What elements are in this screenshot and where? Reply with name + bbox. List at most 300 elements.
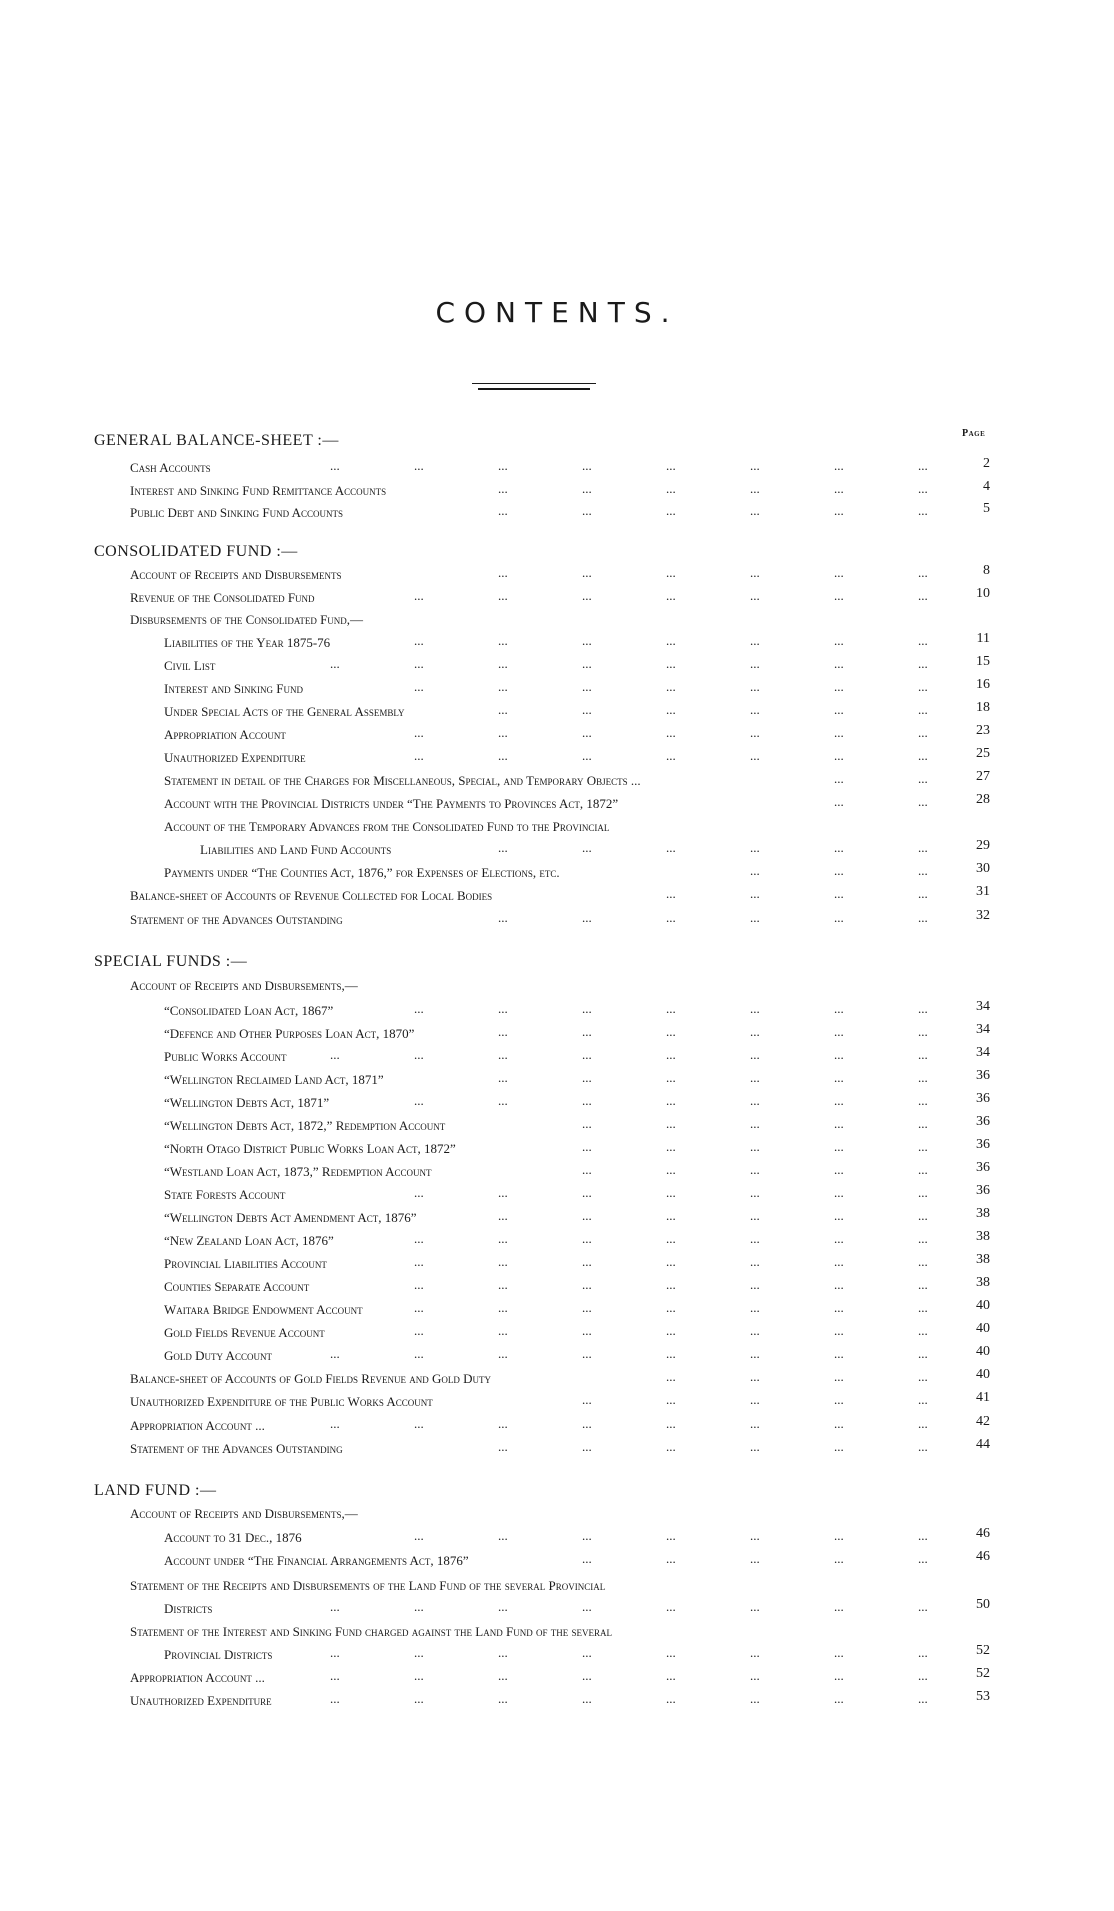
leader-dots: ... [750, 1392, 760, 1407]
leader-dots: ... [834, 679, 844, 694]
leader-dots: ... [918, 1645, 928, 1660]
leader-dots: ... [918, 1047, 928, 1062]
leader-dots: ... [582, 748, 592, 763]
toc-entry [0, 1137, 1114, 1163]
leader-dots: ... [666, 1668, 676, 1683]
leader-dots: ... [750, 1668, 760, 1683]
leader-dots: ... [834, 1645, 844, 1660]
leader-dots: ... [414, 1185, 424, 1200]
leader-dots: ... [414, 1001, 424, 1016]
leader-dots: ... [582, 1208, 592, 1223]
leader-dots: ... [918, 748, 928, 763]
leader-dots: ... [498, 1208, 508, 1223]
toc-entry-page-number: 41 [976, 1390, 990, 1405]
leader-dots: ... [582, 1645, 592, 1660]
leader-dots: ... [918, 886, 928, 901]
leader-dots: ... [750, 1116, 760, 1131]
toc-entry-page-number: 8 [983, 563, 990, 578]
leader-dots: ... [750, 1300, 760, 1315]
leader-dots: ... [918, 656, 928, 671]
leader-dots: ... [666, 679, 676, 694]
toc-entry [0, 1298, 1114, 1324]
toc-entry-page-number: 40 [976, 1367, 990, 1382]
leader-dots: ... [918, 1139, 928, 1154]
toc-entry-label: “New Zealand Loan Act, 1876” [164, 1233, 334, 1248]
leader-dots: ... [834, 863, 844, 878]
toc-entry-page-number: 4 [983, 479, 990, 494]
toc-entry [0, 1526, 1114, 1552]
toc-entry [0, 723, 1114, 749]
leader-dots: ... [666, 1047, 676, 1062]
toc-entry-label: “Wellington Debts Act, 1872,” Redemption Account [164, 1118, 446, 1133]
leader-dots: ... [750, 1416, 760, 1431]
toc-entry-page-number: 31 [976, 884, 990, 899]
leader-dots: ... [918, 1346, 928, 1361]
toc-entry [0, 1275, 1114, 1301]
leader-dots: ... [666, 481, 676, 496]
toc-entry [0, 1114, 1114, 1140]
toc-entry-label: Statement of the Advances Outstanding [130, 912, 343, 927]
leader-dots: ... [750, 1369, 760, 1384]
leader-dots: ... [834, 840, 844, 855]
leader-dots: ... [330, 1645, 340, 1660]
leader-dots: ... [666, 1645, 676, 1660]
leader-dots: ... [498, 633, 508, 648]
toc-entry-page-number: 52 [976, 1666, 990, 1681]
page-column-heading: Page [962, 428, 986, 439]
leader-dots: ... [414, 458, 424, 473]
leader-dots: ... [834, 771, 844, 786]
leader-dots: ... [414, 1047, 424, 1062]
leader-dots: ... [750, 633, 760, 648]
leader-dots: ... [666, 1070, 676, 1085]
leader-dots: ... [414, 748, 424, 763]
leader-dots: ... [498, 1528, 508, 1543]
leader-dots: ... [750, 1551, 760, 1566]
leader-dots: ... [750, 503, 760, 518]
toc-entry-page-number: 40 [976, 1298, 990, 1313]
toc-entry-label: Unauthorized Expenditure [130, 1693, 272, 1708]
toc-entry [0, 1321, 1114, 1347]
leader-dots: ... [918, 1185, 928, 1200]
toc-entry [0, 861, 1114, 887]
toc-entry [0, 1390, 1114, 1416]
toc-entry [0, 501, 1114, 527]
leader-dots: ... [666, 656, 676, 671]
leader-dots: ... [666, 1254, 676, 1269]
leader-dots: ... [582, 588, 592, 603]
leader-dots: ... [666, 1116, 676, 1131]
leader-dots: ... [666, 1528, 676, 1543]
leader-dots: ... [666, 840, 676, 855]
toc-entry-page-number: 11 [976, 631, 990, 646]
toc-entry-page-number: 27 [976, 769, 990, 784]
toc-entry-label: Account of Receipts and Disbursements,— [130, 978, 358, 993]
leader-dots: ... [834, 1185, 844, 1200]
toc-entry [0, 1549, 1114, 1575]
toc-entry-page-number: 53 [976, 1689, 990, 1704]
leader-dots: ... [582, 1231, 592, 1246]
toc-entry [0, 1183, 1114, 1209]
leader-dots: ... [498, 458, 508, 473]
toc-entry-page-number: 32 [976, 908, 990, 923]
leader-dots: ... [918, 1416, 928, 1431]
toc-entry-page-number: 34 [976, 1045, 990, 1060]
page-title: CONTENTS. [435, 296, 679, 329]
toc-entry [0, 1643, 1114, 1669]
toc-entry-page-number: 29 [976, 838, 990, 853]
toc-entry-label: Revenue of the Consolidated Fund [130, 590, 315, 605]
leader-dots: ... [498, 1599, 508, 1614]
leader-dots: ... [918, 1300, 928, 1315]
toc-entry-page-number: 46 [976, 1526, 990, 1541]
leader-dots: ... [750, 1001, 760, 1016]
toc-entry-page-number: 23 [976, 723, 990, 738]
leader-dots: ... [414, 679, 424, 694]
leader-dots: ... [918, 588, 928, 603]
leader-dots: ... [834, 633, 844, 648]
toc-entry [0, 999, 1114, 1025]
toc-entry-page-number: 15 [976, 654, 990, 669]
toc-entry [0, 1229, 1114, 1255]
toc-entry-page-number: 36 [976, 1091, 990, 1106]
leader-dots: ... [498, 1185, 508, 1200]
leader-dots: ... [750, 565, 760, 580]
leader-dots: ... [834, 1528, 844, 1543]
leader-dots: ... [666, 1346, 676, 1361]
title-rule-thin [472, 383, 596, 384]
leader-dots: ... [918, 458, 928, 473]
toc-entry [0, 1252, 1114, 1278]
toc-entry [0, 746, 1114, 772]
leader-dots: ... [834, 1116, 844, 1131]
section-heading: LAND FUND :— [94, 1482, 217, 1499]
leader-dots: ... [750, 458, 760, 473]
toc-entry-page-number: 2 [983, 456, 990, 471]
leader-dots: ... [582, 1668, 592, 1683]
leader-dots: ... [666, 1185, 676, 1200]
leader-dots: ... [498, 1024, 508, 1039]
leader-dots: ... [498, 503, 508, 518]
toc-entry [0, 1666, 1114, 1692]
toc-entry [0, 586, 1114, 612]
leader-dots: ... [582, 1024, 592, 1039]
leader-dots: ... [666, 633, 676, 648]
leader-dots: ... [918, 725, 928, 740]
leader-dots: ... [498, 725, 508, 740]
leader-dots: ... [750, 1277, 760, 1292]
leader-dots: ... [750, 1528, 760, 1543]
toc-entry-page-number: 38 [976, 1206, 990, 1221]
leader-dots: ... [750, 1093, 760, 1108]
leader-dots: ... [750, 1024, 760, 1039]
leader-dots: ... [498, 1416, 508, 1431]
title-rule-thick [478, 388, 590, 390]
toc-entry-label: Statement of the Advances Outstanding [130, 1441, 343, 1456]
toc-entry-label: Under Special Acts of the General Assembly [164, 704, 405, 719]
toc-entry [0, 1689, 1114, 1715]
toc-entry [0, 884, 1114, 910]
toc-entry [0, 838, 1114, 864]
leader-dots: ... [582, 1185, 592, 1200]
toc-entry-page-number: 40 [976, 1321, 990, 1336]
toc-entry-label: Gold Fields Revenue Account [164, 1325, 325, 1340]
toc-entry-page-number: 44 [976, 1437, 990, 1452]
toc-entry-label: Statement of the Interest and Sinking Fund charged against the Land Fund of the several [130, 1624, 612, 1639]
toc-entry-label: Payments under “The Counties Act, 1876,” for Expenses of Elections, etc. [164, 865, 560, 880]
leader-dots: ... [750, 748, 760, 763]
toc-entry-label: Cash Accounts [130, 460, 211, 475]
toc-entry-label: Waitara Bridge Endowment Account [164, 1302, 363, 1317]
toc-entry-label: Public Works Account [164, 1049, 287, 1064]
leader-dots: ... [918, 1001, 928, 1016]
toc-entry-label: “Consolidated Loan Act, 1867” [164, 1003, 334, 1018]
leader-dots: ... [750, 840, 760, 855]
leader-dots: ... [498, 565, 508, 580]
toc-entry [0, 1597, 1114, 1623]
toc-entry [0, 1344, 1114, 1370]
toc-entry [0, 1506, 1114, 1528]
leader-dots: ... [582, 503, 592, 518]
toc-entry-label: Balance-sheet of Accounts of Gold Fields Revenue and Gold Duty [130, 1371, 491, 1386]
leader-dots: ... [582, 1528, 592, 1543]
leader-dots: ... [414, 1323, 424, 1338]
leader-dots: ... [582, 1116, 592, 1131]
toc-entry [0, 978, 1114, 1000]
toc-entry-label: Account under “The Financial Arrangements Act, 1876” [164, 1553, 469, 1568]
leader-dots: ... [918, 1528, 928, 1543]
leader-dots: ... [834, 1024, 844, 1039]
toc-entry [0, 792, 1114, 818]
leader-dots: ... [750, 1070, 760, 1085]
toc-entry-page-number: 46 [976, 1549, 990, 1564]
leader-dots: ... [834, 1392, 844, 1407]
toc-entry-label: “Wellington Debts Act Amendment Act, 1876” [164, 1210, 417, 1225]
leader-dots: ... [918, 863, 928, 878]
leader-dots: ... [918, 1277, 928, 1292]
leader-dots: ... [666, 748, 676, 763]
toc-entry-page-number: 10 [976, 586, 990, 601]
leader-dots: ... [498, 1300, 508, 1315]
toc-entry-label: “Westland Loan Act, 1873,” Redemption Account [164, 1164, 432, 1179]
leader-dots: ... [918, 1439, 928, 1454]
leader-dots: ... [834, 1346, 844, 1361]
leader-dots: ... [582, 840, 592, 855]
leader-dots: ... [918, 1599, 928, 1614]
leader-dots: ... [498, 656, 508, 671]
leader-dots: ... [750, 588, 760, 603]
toc-entry-label: “Wellington Debts Act, 1871” [164, 1095, 330, 1110]
leader-dots: ... [666, 1691, 676, 1706]
leader-dots: ... [582, 481, 592, 496]
toc-entry-label: Account of Receipts and Disbursements,— [130, 1506, 358, 1521]
toc-entry-label: Account of Receipts and Disbursements [130, 567, 342, 582]
toc-entry-page-number: 50 [976, 1597, 990, 1612]
leader-dots: ... [498, 1323, 508, 1338]
leader-dots: ... [414, 1093, 424, 1108]
leader-dots: ... [834, 1599, 844, 1614]
leader-dots: ... [834, 1047, 844, 1062]
toc-entry-page-number: 30 [976, 861, 990, 876]
toc-entry-label: “Wellington Reclaimed Land Act, 1871” [164, 1072, 384, 1087]
leader-dots: ... [918, 1668, 928, 1683]
leader-dots: ... [582, 702, 592, 717]
toc-entry-page-number: 36 [976, 1137, 990, 1152]
leader-dots: ... [918, 1093, 928, 1108]
leader-dots: ... [582, 1323, 592, 1338]
leader-dots: ... [750, 1047, 760, 1062]
leader-dots: ... [834, 1001, 844, 1016]
leader-dots: ... [918, 503, 928, 518]
leader-dots: ... [666, 725, 676, 740]
toc-entry-page-number: 16 [976, 677, 990, 692]
toc-entry-label: Appropriation Account ... [130, 1418, 265, 1433]
toc-entry [0, 1022, 1114, 1048]
leader-dots: ... [834, 656, 844, 671]
toc-entry-label: Account to 31 Dec., 1876 [164, 1530, 302, 1545]
toc-entry-label: Interest and Sinking Fund [164, 681, 304, 696]
leader-dots: ... [582, 1416, 592, 1431]
leader-dots: ... [330, 458, 340, 473]
leader-dots: ... [582, 458, 592, 473]
leader-dots: ... [834, 503, 844, 518]
leader-dots: ... [834, 1093, 844, 1108]
toc-entry-page-number: 34 [976, 999, 990, 1014]
leader-dots: ... [918, 1691, 928, 1706]
leader-dots: ... [834, 1416, 844, 1431]
leader-dots: ... [918, 1070, 928, 1085]
leader-dots: ... [330, 1416, 340, 1431]
leader-dots: ... [666, 1369, 676, 1384]
toc-entry-label: Provincial Liabilities Account [164, 1256, 327, 1271]
toc-entry-page-number: 38 [976, 1229, 990, 1244]
leader-dots: ... [834, 1668, 844, 1683]
leader-dots: ... [498, 1231, 508, 1246]
toc-entry-label: Counties Separate Account [164, 1279, 310, 1294]
leader-dots: ... [834, 481, 844, 496]
leader-dots: ... [414, 656, 424, 671]
leader-dots: ... [666, 1093, 676, 1108]
leader-dots: ... [666, 1024, 676, 1039]
leader-dots: ... [750, 1162, 760, 1177]
leader-dots: ... [582, 1346, 592, 1361]
leader-dots: ... [750, 679, 760, 694]
toc-entry-page-number: 34 [976, 1022, 990, 1037]
leader-dots: ... [918, 771, 928, 786]
toc-entry-label: Liabilities and Land Fund Accounts [200, 842, 392, 857]
toc-entry [0, 1414, 1114, 1440]
leader-dots: ... [330, 1691, 340, 1706]
toc-entry-label: “North Otago District Public Works Loan Act, 1872” [164, 1141, 456, 1156]
toc-entry [0, 1068, 1114, 1094]
leader-dots: ... [666, 1300, 676, 1315]
leader-dots: ... [918, 840, 928, 855]
toc-entry [0, 1091, 1114, 1117]
leader-dots: ... [498, 1645, 508, 1660]
leader-dots: ... [498, 1668, 508, 1683]
toc-entry-label: Unauthorized Expenditure [164, 750, 306, 765]
leader-dots: ... [414, 1346, 424, 1361]
leader-dots: ... [582, 725, 592, 740]
leader-dots: ... [834, 1070, 844, 1085]
leader-dots: ... [498, 702, 508, 717]
leader-dots: ... [750, 725, 760, 740]
leader-dots: ... [414, 725, 424, 740]
leader-dots: ... [330, 1047, 340, 1062]
leader-dots: ... [918, 1116, 928, 1131]
toc-entry-label: State Forests Account [164, 1187, 286, 1202]
toc-entry [0, 631, 1114, 657]
leader-dots: ... [666, 588, 676, 603]
leader-dots: ... [666, 910, 676, 925]
leader-dots: ... [918, 910, 928, 925]
leader-dots: ... [834, 1208, 844, 1223]
leader-dots: ... [498, 910, 508, 925]
toc-entry-label: Provincial Districts [164, 1647, 273, 1662]
leader-dots: ... [834, 1369, 844, 1384]
leader-dots: ... [582, 1277, 592, 1292]
leader-dots: ... [414, 1691, 424, 1706]
leader-dots: ... [750, 1346, 760, 1361]
leader-dots: ... [666, 1208, 676, 1223]
leader-dots: ... [834, 910, 844, 925]
toc-entry-page-number: 18 [976, 700, 990, 715]
leader-dots: ... [414, 1300, 424, 1315]
toc-entry [0, 700, 1114, 726]
leader-dots: ... [498, 1439, 508, 1454]
leader-dots: ... [666, 1416, 676, 1431]
leader-dots: ... [582, 1047, 592, 1062]
leader-dots: ... [582, 1139, 592, 1154]
toc-entry [0, 1578, 1114, 1600]
leader-dots: ... [582, 1300, 592, 1315]
toc-entry-label: Balance-sheet of Accounts of Revenue Collected for Local Bodies [130, 888, 493, 903]
leader-dots: ... [750, 886, 760, 901]
leader-dots: ... [750, 481, 760, 496]
leader-dots: ... [330, 1668, 340, 1683]
leader-dots: ... [414, 1645, 424, 1660]
toc-entry-page-number: 52 [976, 1643, 990, 1658]
toc-entry [0, 908, 1114, 934]
leader-dots: ... [834, 886, 844, 901]
leader-dots: ... [750, 1645, 760, 1660]
leader-dots: ... [498, 1346, 508, 1361]
leader-dots: ... [582, 633, 592, 648]
leader-dots: ... [834, 588, 844, 603]
toc-entry-page-number: 40 [976, 1344, 990, 1359]
leader-dots: ... [834, 1162, 844, 1177]
leader-dots: ... [666, 1392, 676, 1407]
leader-dots: ... [918, 702, 928, 717]
leader-dots: ... [414, 588, 424, 603]
leader-dots: ... [750, 1185, 760, 1200]
leader-dots: ... [582, 1392, 592, 1407]
toc-entry [0, 654, 1114, 680]
toc-entry [0, 1437, 1114, 1463]
leader-dots: ... [582, 1691, 592, 1706]
toc-entry-label: Appropriation Account [164, 727, 286, 742]
leader-dots: ... [582, 1162, 592, 1177]
leader-dots: ... [330, 1346, 340, 1361]
leader-dots: ... [918, 481, 928, 496]
toc-entry [0, 1045, 1114, 1071]
toc-entry-label: Public Debt and Sinking Fund Accounts [130, 505, 343, 520]
leader-dots: ... [582, 565, 592, 580]
leader-dots: ... [582, 656, 592, 671]
leader-dots: ... [750, 1208, 760, 1223]
leader-dots: ... [582, 910, 592, 925]
toc-entry-page-number: 38 [976, 1252, 990, 1267]
